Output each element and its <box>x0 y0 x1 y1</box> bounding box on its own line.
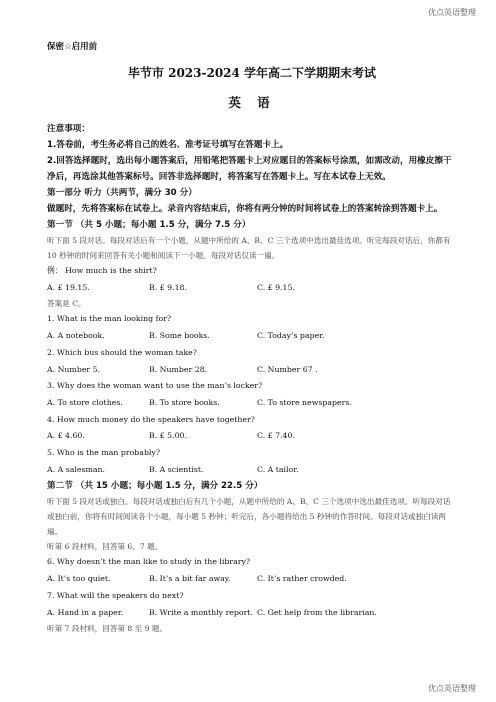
question-1-options <box>47 328 457 345</box>
question-3: 3. Why does the woman want to use the man’s locker? <box>47 381 263 391</box>
subject-title: 英 语 <box>228 95 276 110</box>
option-c: C. Number 67 . <box>257 364 318 374</box>
option-b: B. £ 9.18. <box>149 282 187 292</box>
option-a: A. £ 19.15. <box>47 282 90 292</box>
option-b: B. A scientist. <box>149 464 204 474</box>
question-6: 6. Why doesn’t the man like to study in the library? <box>47 557 251 567</box>
question-6-options <box>47 571 457 588</box>
question-7-options <box>47 605 457 622</box>
option-c: C. £ 9.15. <box>257 282 295 292</box>
option-c: C. Get help from the librarian. <box>257 607 377 617</box>
notice-item-1: 1.答卷前，考生务必将自己的姓名、准考证号填写在答题卡上。 <box>47 140 289 150</box>
option-b: B. Write a monthly report. <box>149 607 253 617</box>
option-a: A. £ 4.60. <box>47 431 85 441</box>
option-c: C. Today’s paper. <box>257 331 325 341</box>
question-3-options <box>47 395 457 412</box>
watermark-bottom: 优点英语整理 <box>428 684 476 693</box>
question-5: 5. Who is the man probably? <box>47 448 161 458</box>
section1-instruction: 听下面 5 段对话。每段对话后有一个小题，从题中所给的 A、B、C 三个选项中选出最佳选项。听完每段对话后，你都有 10 秒钟的时间来回答有关小题和阅读下一小题。每段对话仅读一遍。 <box>47 236 451 260</box>
option-a: A. Number 5. <box>47 364 101 374</box>
question-2: 2. Which bus should the woman take? <box>47 347 197 357</box>
option-b: B. It’s a bit far away. <box>149 574 231 584</box>
option-a: A. Hand in a paper. <box>47 607 124 617</box>
question-5-options <box>47 462 457 479</box>
option-b: B. £ 5.00. <box>149 431 187 441</box>
part1-instruction: 做题时，先将答案标在试卷上。录音内容结束后，你将有两分钟的时间将试卷上的答案转涂到答题卡上。 <box>47 204 443 214</box>
confidential-label: 保密☆启用前 <box>47 42 98 52</box>
option-c: C. A tailor. <box>257 464 299 474</box>
notice-heading: 注意事项： <box>47 124 90 134</box>
option-b: B. Some books. <box>149 331 210 341</box>
option-c: C. It’s rather crowded. <box>257 574 347 584</box>
listening-material-7: 听第 7 段材料，回答第 8 至 9 题。 <box>47 624 168 634</box>
question-1: 1. What is the man looking for? <box>47 314 172 324</box>
option-a: A. A notebook. <box>47 331 105 341</box>
question-2-options <box>47 362 457 379</box>
exam-title: 毕节市 2023-2024 学年高二下学期期末考试 <box>127 66 377 80</box>
example-options <box>47 280 457 297</box>
option-a: A. It’s too quiet. <box>47 574 111 584</box>
example-answer: 答案是 C。 <box>47 299 86 309</box>
option-b: B. Number 28. <box>149 364 208 374</box>
question-7: 7. What will the speakers do next? <box>47 590 184 600</box>
notice-item-2: 2.回答选择题时，选出每小题答案后，用铅笔把答题卡上对应题目的答案标号涂黑，如需改动，用橡皮擦干净后，再选涂其他答案标号。回答非选择题时，将答案写在答题卡上。写在本试卷上无效。 <box>47 156 452 182</box>
section2-heading: 第二节 （共 15 小题；每小题 1.5 分，满分 22.5 分） <box>47 481 263 492</box>
option-c: C. £ 7.40. <box>257 431 295 441</box>
section2-instruction: 听下面 5 段对话或独白。每段对话或独白后有几个小题，从题中所给的 A、B、C 三个选项中选出最佳选项。听每段对话或独白前，你将有时间阅读各个小题，每小题 5 秒钟；听完后，各小题将给出 5 秒钟的作答时间。每段对话或独白读两遍。 <box>47 497 451 537</box>
question-4-options <box>47 428 457 445</box>
exam-page <box>47 40 457 636</box>
option-c: C. To store newspapers. <box>257 397 352 407</box>
listening-material-6: 听第 6 段材料，回答第 6、7 题。 <box>47 542 163 552</box>
question-4: 4. How much money do the speakers have together? <box>47 414 255 424</box>
option-a: A. A salesman. <box>47 464 105 474</box>
example-question: 例： How much is the shirt? <box>47 266 157 275</box>
watermark-top: 优点英语整理 <box>428 8 476 17</box>
option-b: B. To store books. <box>149 397 220 407</box>
part1-heading: 第一部分 听力（共两节，满分 30 分） <box>47 188 197 198</box>
option-a: A. To store clothes. <box>47 397 123 407</box>
section1-heading: 第一节 （共 5 小题；每小题 1.5 分，满分 7.5 分） <box>47 220 251 230</box>
